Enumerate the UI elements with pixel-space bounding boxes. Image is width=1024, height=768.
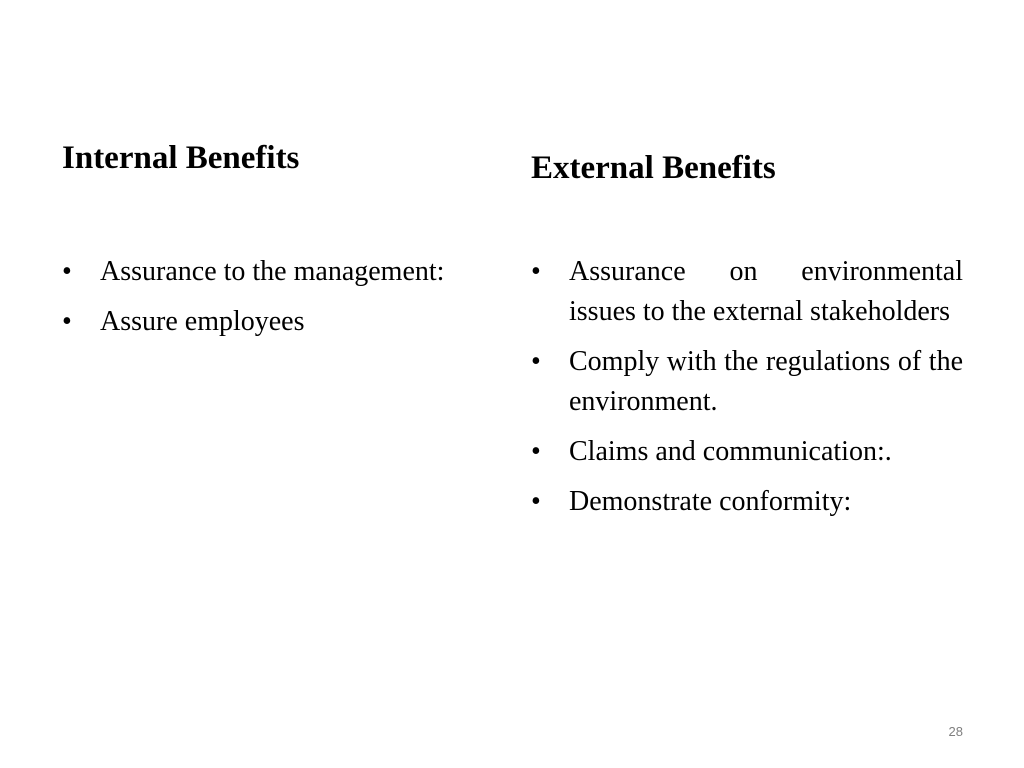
bullet-icon: •: [62, 306, 72, 337]
list-item: [531, 342, 963, 422]
list-item-text: Assurance to the management:: [100, 256, 445, 287]
list-item: [531, 482, 963, 522]
external-benefits-list: [531, 252, 963, 532]
list-item-text: Claims and communication:.: [569, 436, 892, 467]
external-benefits-heading: External Benefits: [531, 150, 776, 186]
page-number: 28: [948, 724, 963, 739]
list-item: [62, 252, 494, 292]
bullet-icon: •: [531, 346, 541, 377]
bullet-icon: •: [531, 436, 541, 467]
bullet-icon: •: [62, 256, 72, 287]
list-item-text: Demonstrate conformity:: [569, 486, 852, 517]
list-item-text: Assure employees: [100, 306, 305, 337]
bullet-icon: •: [531, 256, 541, 287]
internal-benefits-heading: Internal Benefits: [62, 140, 300, 176]
list-item-text: Comply with the regulations of the environment.: [569, 346, 963, 417]
list-item: [531, 252, 963, 332]
list-item: [531, 432, 963, 472]
list-item: [62, 302, 494, 342]
internal-benefits-list: [62, 252, 494, 352]
bullet-icon: •: [531, 486, 541, 517]
list-item-text: Assurance on environmental issues to the external stakeholders: [569, 256, 963, 327]
